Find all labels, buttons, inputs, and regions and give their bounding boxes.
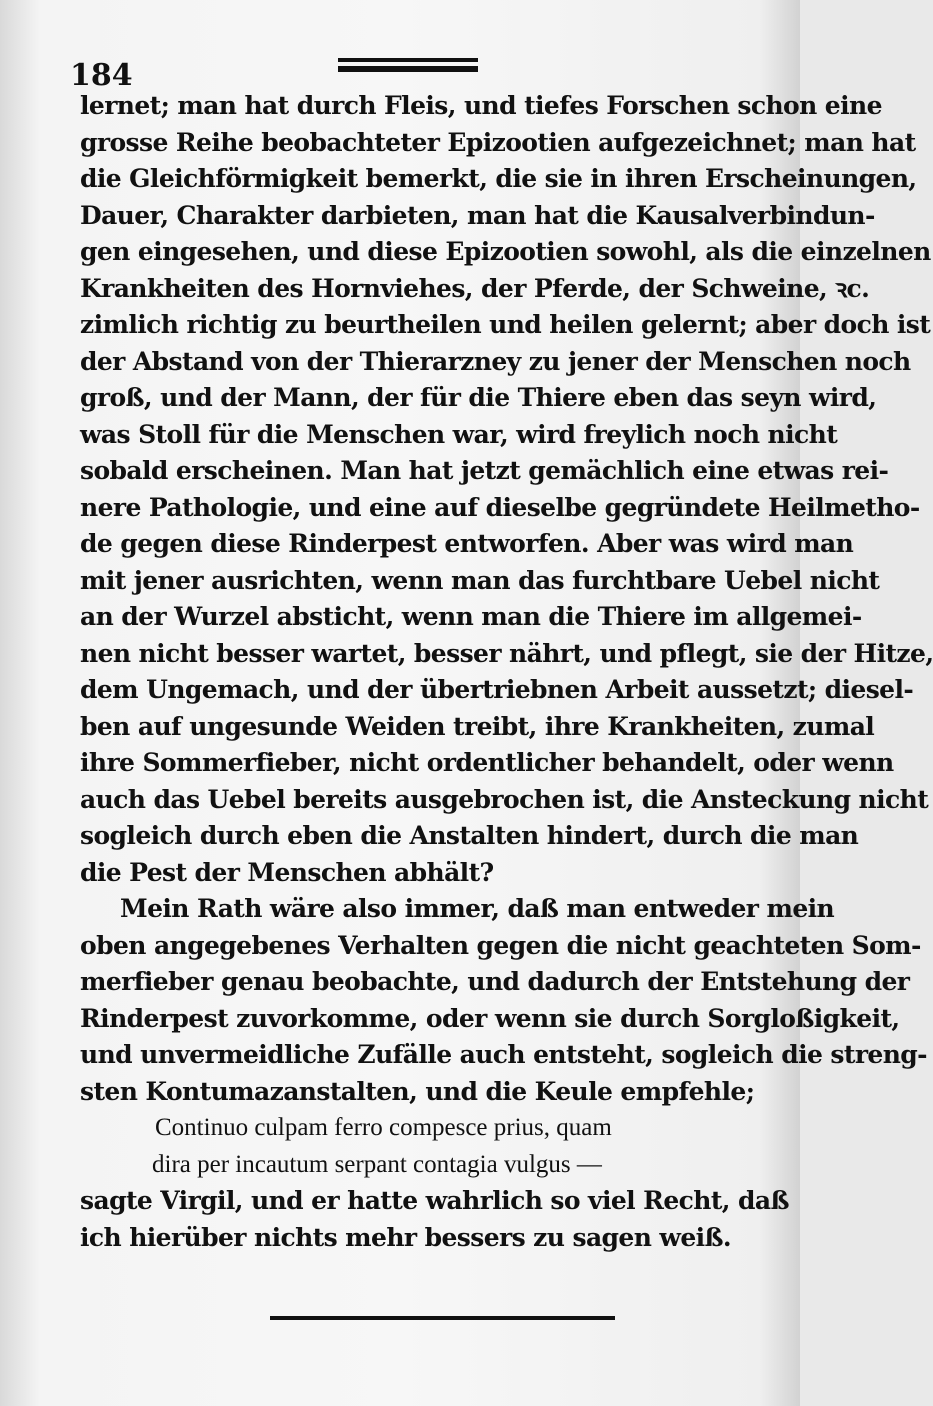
- header-rule-top: [338, 58, 478, 62]
- text-line: zimlich richtig zu beurtheilen und heilen gelernt; aber doch ist: [80, 310, 931, 339]
- text-line: de gegen diese Rinderpest entworfen. Aber was wird man: [80, 529, 854, 558]
- text-line: ich hierüber nichts mehr bessers zu sagen weiß.: [80, 1222, 732, 1252]
- text-line: sagte Virgil, und er hatte wahrlich so viel Recht, daß: [80, 1186, 789, 1215]
- paragraph-first-line: Mein Rath wäre also immer, daß man entweder mein: [120, 894, 835, 923]
- text-line: gen eingesehen, und diese Epizootien sowohl, als die einzelnen: [80, 237, 931, 266]
- text-line: sogleich durch eben die Anstalten hindert, durch die man: [80, 821, 859, 850]
- text-line: nen nicht besser wartet, besser nährt, und pflegt, sie der Hitze,: [80, 638, 933, 668]
- text-line: ihre Sommerfieber, nicht ordentlicher behandelt, oder wenn: [80, 748, 894, 777]
- text-line: ben auf ungesunde Weiden treibt, ihre Krankheiten, zumal: [80, 711, 875, 741]
- text-line: oben angegebenes Verhalten gegen die nicht geachteten Som-: [80, 930, 921, 960]
- text-line: lernet; man hat durch Fleis, und tiefes Forschen schon eine: [80, 91, 882, 120]
- quote-line: Continuo culpam ferro compesce prius, quam: [155, 1114, 612, 1141]
- header-rule-bottom: [338, 66, 478, 72]
- text-line: an der Wurzel absticht, wenn man die Thiere im allgemei-: [80, 602, 862, 631]
- text-line: Krankheiten des Hornviehes, der Pferde, der Schweine, ꝛc.: [80, 273, 870, 303]
- text-line: Rinderpest zuvorkomme, oder wenn sie durch Sorgloßigkeit,: [80, 1003, 900, 1033]
- text-line: dem Ungemach, und der übertriebnen Arbeit aussetzt; diesel-: [80, 675, 914, 704]
- quote-line: dira per incautum serpant contagia vulgus —: [152, 1150, 602, 1178]
- body-text: [80, 88, 933, 1256]
- text-line: grosse Reihe beobachteter Epizootien aufgezeichnet; man hat: [80, 127, 916, 157]
- text-line: auch das Uebel bereits ausgebrochen ist, die Ansteckung nicht: [80, 784, 929, 814]
- text-line: groß, und der Mann, der für die Thiere eben das seyn wird,: [80, 383, 877, 412]
- text-line: die Gleichförmigkeit bemerkt, die sie in ihren Erscheinungen,: [80, 164, 917, 193]
- text-line: was Stoll für die Menschen war, wird freylich noch nicht: [80, 419, 838, 449]
- text-line: nere Pathologie, und eine auf dieselbe gegründete Heilmetho-: [80, 492, 920, 522]
- text-line: der Abstand von der Thierarzney zu jener der Menschen noch: [80, 346, 911, 376]
- text-line: merfieber genau beobachte, und dadurch der Entstehung der: [80, 967, 910, 996]
- text-line: sten Kontumazanstalten, und die Keule empfehle;: [80, 1076, 755, 1106]
- text-line: und unvermeidliche Zufälle auch entsteht, sogleich die streng-: [80, 1040, 927, 1069]
- text-line: Dauer, Charakter darbieten, man hat die Kausalverbindun-: [80, 200, 875, 230]
- text-line: die Pest der Menschen abhält?: [80, 857, 494, 887]
- footer-rule: [270, 1316, 615, 1320]
- page-number: 184: [70, 58, 133, 93]
- text-line: sobald erscheinen. Man hat jetzt gemächlich eine etwas rei-: [80, 456, 889, 485]
- text-line: mit jener ausrichten, wenn man das furchtbare Uebel nicht: [80, 565, 880, 595]
